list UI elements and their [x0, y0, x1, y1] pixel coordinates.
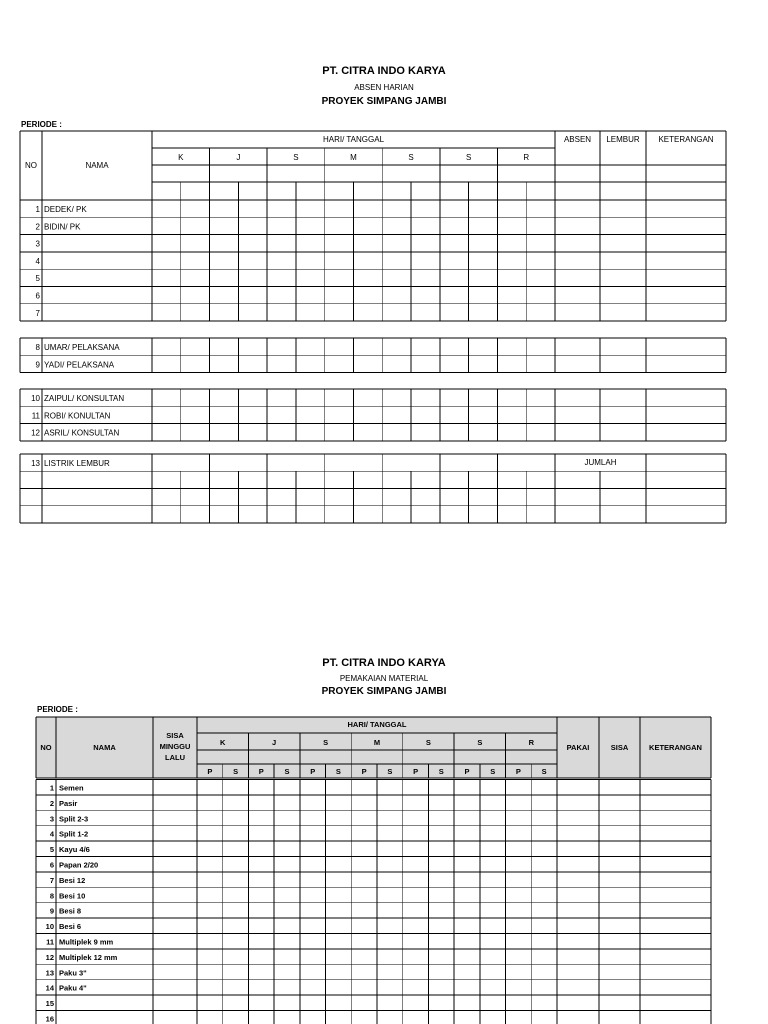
header-keterangan: KETERANGAN: [649, 743, 702, 752]
header-day: S: [477, 738, 483, 747]
row-number: 3: [35, 239, 40, 249]
project-title-1: PROYEK SIMPANG JAMBI: [321, 96, 447, 107]
header-sub: P: [361, 767, 367, 776]
row-name: ZAIPUL/ KONSULTAN: [44, 394, 125, 403]
row-name: Kayu 4/6: [59, 845, 90, 855]
row-number: 6: [49, 860, 54, 870]
header-day: M: [350, 153, 357, 162]
row-name: Papan 2/20: [59, 860, 99, 870]
row-number: 9: [35, 360, 40, 370]
header-sisa-minggu-lalu: SISA: [166, 731, 184, 740]
header-day: S: [465, 153, 472, 162]
row-number: 10: [45, 922, 54, 932]
header-sisa-minggu-lalu: MINGGU: [159, 742, 191, 751]
row-name: Paku 3": [59, 968, 87, 978]
row-number: 4: [35, 256, 40, 266]
document-subtitle-2: PEMAKAIAN MATERIAL: [339, 674, 429, 683]
header-sub: S: [541, 767, 547, 776]
row-name: UMAR/ PELAKSANA: [44, 343, 120, 352]
header-day: S: [323, 738, 329, 747]
header-day: K: [178, 153, 184, 162]
row-number: 12: [45, 952, 54, 962]
header-no: NO: [40, 743, 52, 752]
header-hari-tanggal: HARI/ TANGGAL: [347, 720, 407, 729]
header-keterangan: KETERANGAN: [658, 135, 714, 144]
row-number: 12: [31, 428, 40, 438]
row-number: 11: [31, 411, 40, 421]
row-number: 7: [49, 875, 54, 885]
row-number: 1: [49, 783, 54, 793]
header-day: R: [528, 738, 534, 747]
header-day: S: [293, 153, 299, 162]
row-name: YADI/ PELAKSANA: [44, 360, 115, 370]
row-name: Split 1-2: [59, 829, 89, 839]
header-nama: NAMA: [85, 161, 109, 170]
row-number: 8: [49, 891, 54, 901]
row-name: Semen: [59, 783, 84, 793]
row-number: 5: [35, 274, 40, 284]
row-number: 6: [35, 291, 40, 301]
row-number: 5: [49, 845, 54, 855]
row-number: 4: [49, 829, 54, 839]
header-sub: S: [387, 767, 393, 776]
header-sub: P: [515, 767, 521, 776]
row-name: Split 2-3: [59, 814, 89, 824]
row-number: 1: [35, 205, 40, 214]
header-no: NO: [25, 161, 37, 170]
row-number: 7: [35, 308, 40, 318]
row-name: Pasir: [59, 798, 78, 808]
row-number: 10: [31, 394, 40, 403]
header-day: J: [236, 153, 241, 162]
header-sub: P: [464, 767, 470, 776]
row-number: 3: [49, 814, 54, 824]
header-pakai: PAKAI: [566, 743, 590, 752]
row-number: 16: [45, 1014, 54, 1024]
header-sub: S: [284, 767, 290, 776]
header-lembur: LEMBUR: [606, 135, 640, 144]
row-name: DEDEK/ PK: [44, 205, 87, 214]
row-number: 2: [49, 798, 54, 808]
row-name: ROBI/ KONULTAN: [44, 411, 111, 421]
row-name: Besi 8: [59, 906, 82, 916]
header-day: J: [272, 738, 277, 747]
row-number: 11: [46, 937, 54, 947]
header-day: M: [373, 738, 381, 747]
row-name: Besi 6: [59, 922, 82, 932]
header-sub: P: [207, 767, 213, 776]
row-name: Besi 12: [59, 875, 86, 885]
document-subtitle-1: ABSEN HARIAN: [354, 83, 414, 92]
company-title-2: PT. CITRA INDO KARYA: [322, 657, 446, 669]
row-name: BIDIN/ PK: [44, 222, 81, 232]
header-sub: P: [310, 767, 316, 776]
header-day: R: [523, 153, 530, 162]
company-title-1: PT. CITRA INDO KARYA: [322, 65, 446, 77]
header-sub: S: [438, 767, 444, 776]
project-title-2: PROYEK SIMPANG JAMBI: [321, 686, 447, 697]
header-sub: S: [335, 767, 341, 776]
row-name: Besi 10: [59, 891, 86, 901]
header-hari-tanggal: HARI/ TANGGAL: [322, 135, 385, 144]
header-day: S: [408, 153, 414, 162]
header-day: S: [425, 738, 431, 747]
row-number: 8: [35, 343, 40, 352]
header-sub: S: [233, 767, 239, 776]
row-number: 2: [35, 222, 40, 232]
header-day: K: [220, 738, 226, 747]
periode-label-1: PERIODE :: [21, 120, 62, 129]
row-number: 15: [45, 999, 54, 1009]
header-sub: P: [258, 767, 264, 776]
periode-label-2: PERIODE :: [37, 705, 78, 714]
row-number: 13: [31, 459, 40, 468]
row-number: 9: [49, 906, 54, 916]
row-name: LISTRIK LEMBUR: [44, 459, 110, 468]
header-absen: ABSEN: [563, 135, 592, 144]
header-sisa: SISA: [610, 743, 629, 752]
row-name: Multiplek 12 mm: [59, 952, 118, 962]
row-name: ASRIL/ KONSULTAN: [44, 428, 120, 438]
header-sub: P: [413, 767, 419, 776]
header-nama: NAMA: [93, 743, 116, 752]
row-name: Multiplek 9 mm: [59, 937, 114, 947]
row-number: 14: [45, 983, 54, 993]
header-sisa-minggu-lalu: LALU: [165, 753, 185, 762]
row-name: Paku 4": [59, 983, 87, 993]
header-sub: S: [490, 767, 496, 776]
row-number: 13: [45, 968, 54, 978]
label-jumlah: JUMLAH: [584, 458, 617, 467]
